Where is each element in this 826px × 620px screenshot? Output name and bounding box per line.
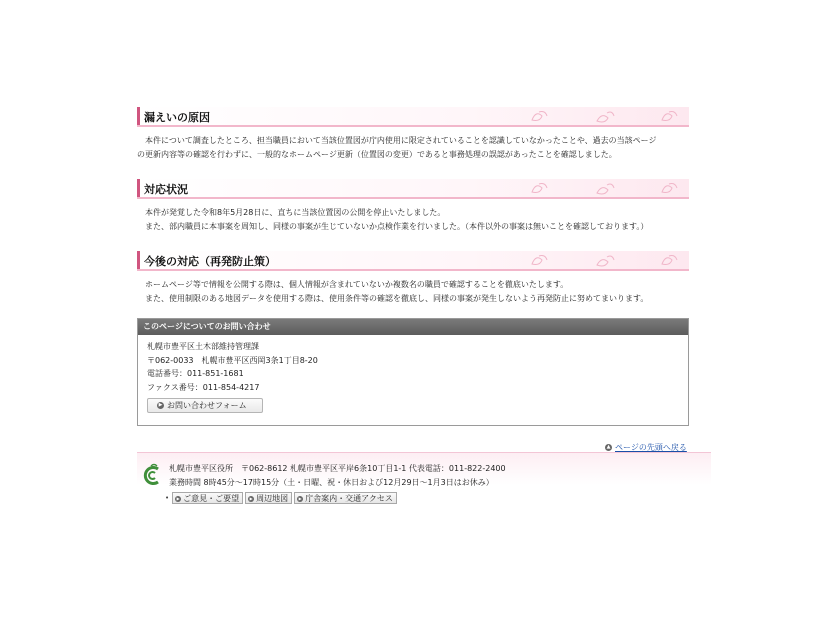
paragraph-line: 本件について調査したところ、担当職員において当該位置図が庁内使用に限定されていることを認識していなかったことや、過去の当該ページ [137,136,657,145]
contact-heading: このページについてのお問い合わせ [138,319,688,335]
contact-address: 〒062-0033 札幌市豊平区西岡3条1丁目8-20 [147,355,318,365]
list-bullet: • [165,494,170,502]
section-body-prevention [137,278,689,306]
section-heading-status [137,179,689,199]
heading-accent-bar [137,251,140,269]
section-heading-cause [137,107,689,127]
footer-business-hours: 業務時間 8時45分～17時15分（土・日曜、祝・休日および12月29日～1月3日はお休み） [169,478,494,487]
office-access-link-label: 庁舎案内・交通アクセス [305,494,393,503]
section-title: 漏えいの原因 [144,111,210,124]
flower-decoration-icon [137,180,689,196]
sapporo-city-logo-icon [143,463,163,487]
contact-details [138,335,688,413]
circle-arrow-icon: ▶ [158,402,163,408]
area-map-link-button[interactable] [245,492,292,504]
inquiry-form-label: お問い合わせフォーム [167,401,247,410]
site-footer [137,452,711,511]
contact-fax: ファクス番号：011-854-4217 [147,382,260,392]
circle-arrow-icon: ▶ [298,495,302,501]
section-body-status [137,206,689,234]
footer-office-info: 札幌市豊平区役所 〒062-8612 札幌市豊平区平岸6条10丁目1-1 代表電話：011-822-2400 [169,464,506,473]
flower-decoration-icon [137,108,689,124]
back-to-top-link[interactable]: ページの先頭へ戻る [615,443,687,452]
inquiry-form-button[interactable] [147,398,263,413]
area-map-link-label: 周辺地図 [256,494,289,503]
contact-box [137,318,689,426]
paragraph-line: ホームページ等で情報を公開する際は、個人情報が含まれていないか複数名の職員で確認することを徹底いたします。 [137,280,569,289]
section-heading-prevention [137,251,689,271]
paragraph-line: また、部内職員に本事案を周知し、同様の事案が生じていないか点検作業を行いました。（本件以外の事案は無いことを確認しております。） [137,222,649,231]
paragraph-line: 本件が発覚した令和8年5月28日に、直ちに当該位置図の公開を停止いたしました。 [137,208,446,217]
footer-links [165,492,397,504]
contact-department: 札幌市豊平区土木部維持管理課 [147,342,259,351]
heading-accent-bar [137,179,140,197]
paragraph-line: また、使用制限のある地図データを使用する際は、使用条件等の確認を徹底し、同様の事案が発生しないよう再発防止に努めてまいります。 [137,294,649,303]
heading-accent-bar [137,107,140,125]
contact-phone: 電話番号：011-851-1681 [147,369,244,378]
section-body-cause [137,134,689,162]
paragraph-line: の更新内容等の確認を行わずに、一般的なホームページ更新（位置図の変更）であると事務処理の誤認があったことを確認しました。 [137,150,617,159]
section-title: 対応状況 [144,183,188,196]
section-title: 今後の対応（再発防止策） [144,255,276,268]
feedback-link-button[interactable] [172,492,243,504]
feedback-link-label: ご意見・ご要望 [183,494,240,503]
office-access-link-button[interactable] [294,492,397,504]
circle-arrow-icon: ▶ [176,495,180,501]
circle-arrow-icon: ▲ [606,444,611,450]
circle-arrow-icon: ▶ [249,495,253,501]
